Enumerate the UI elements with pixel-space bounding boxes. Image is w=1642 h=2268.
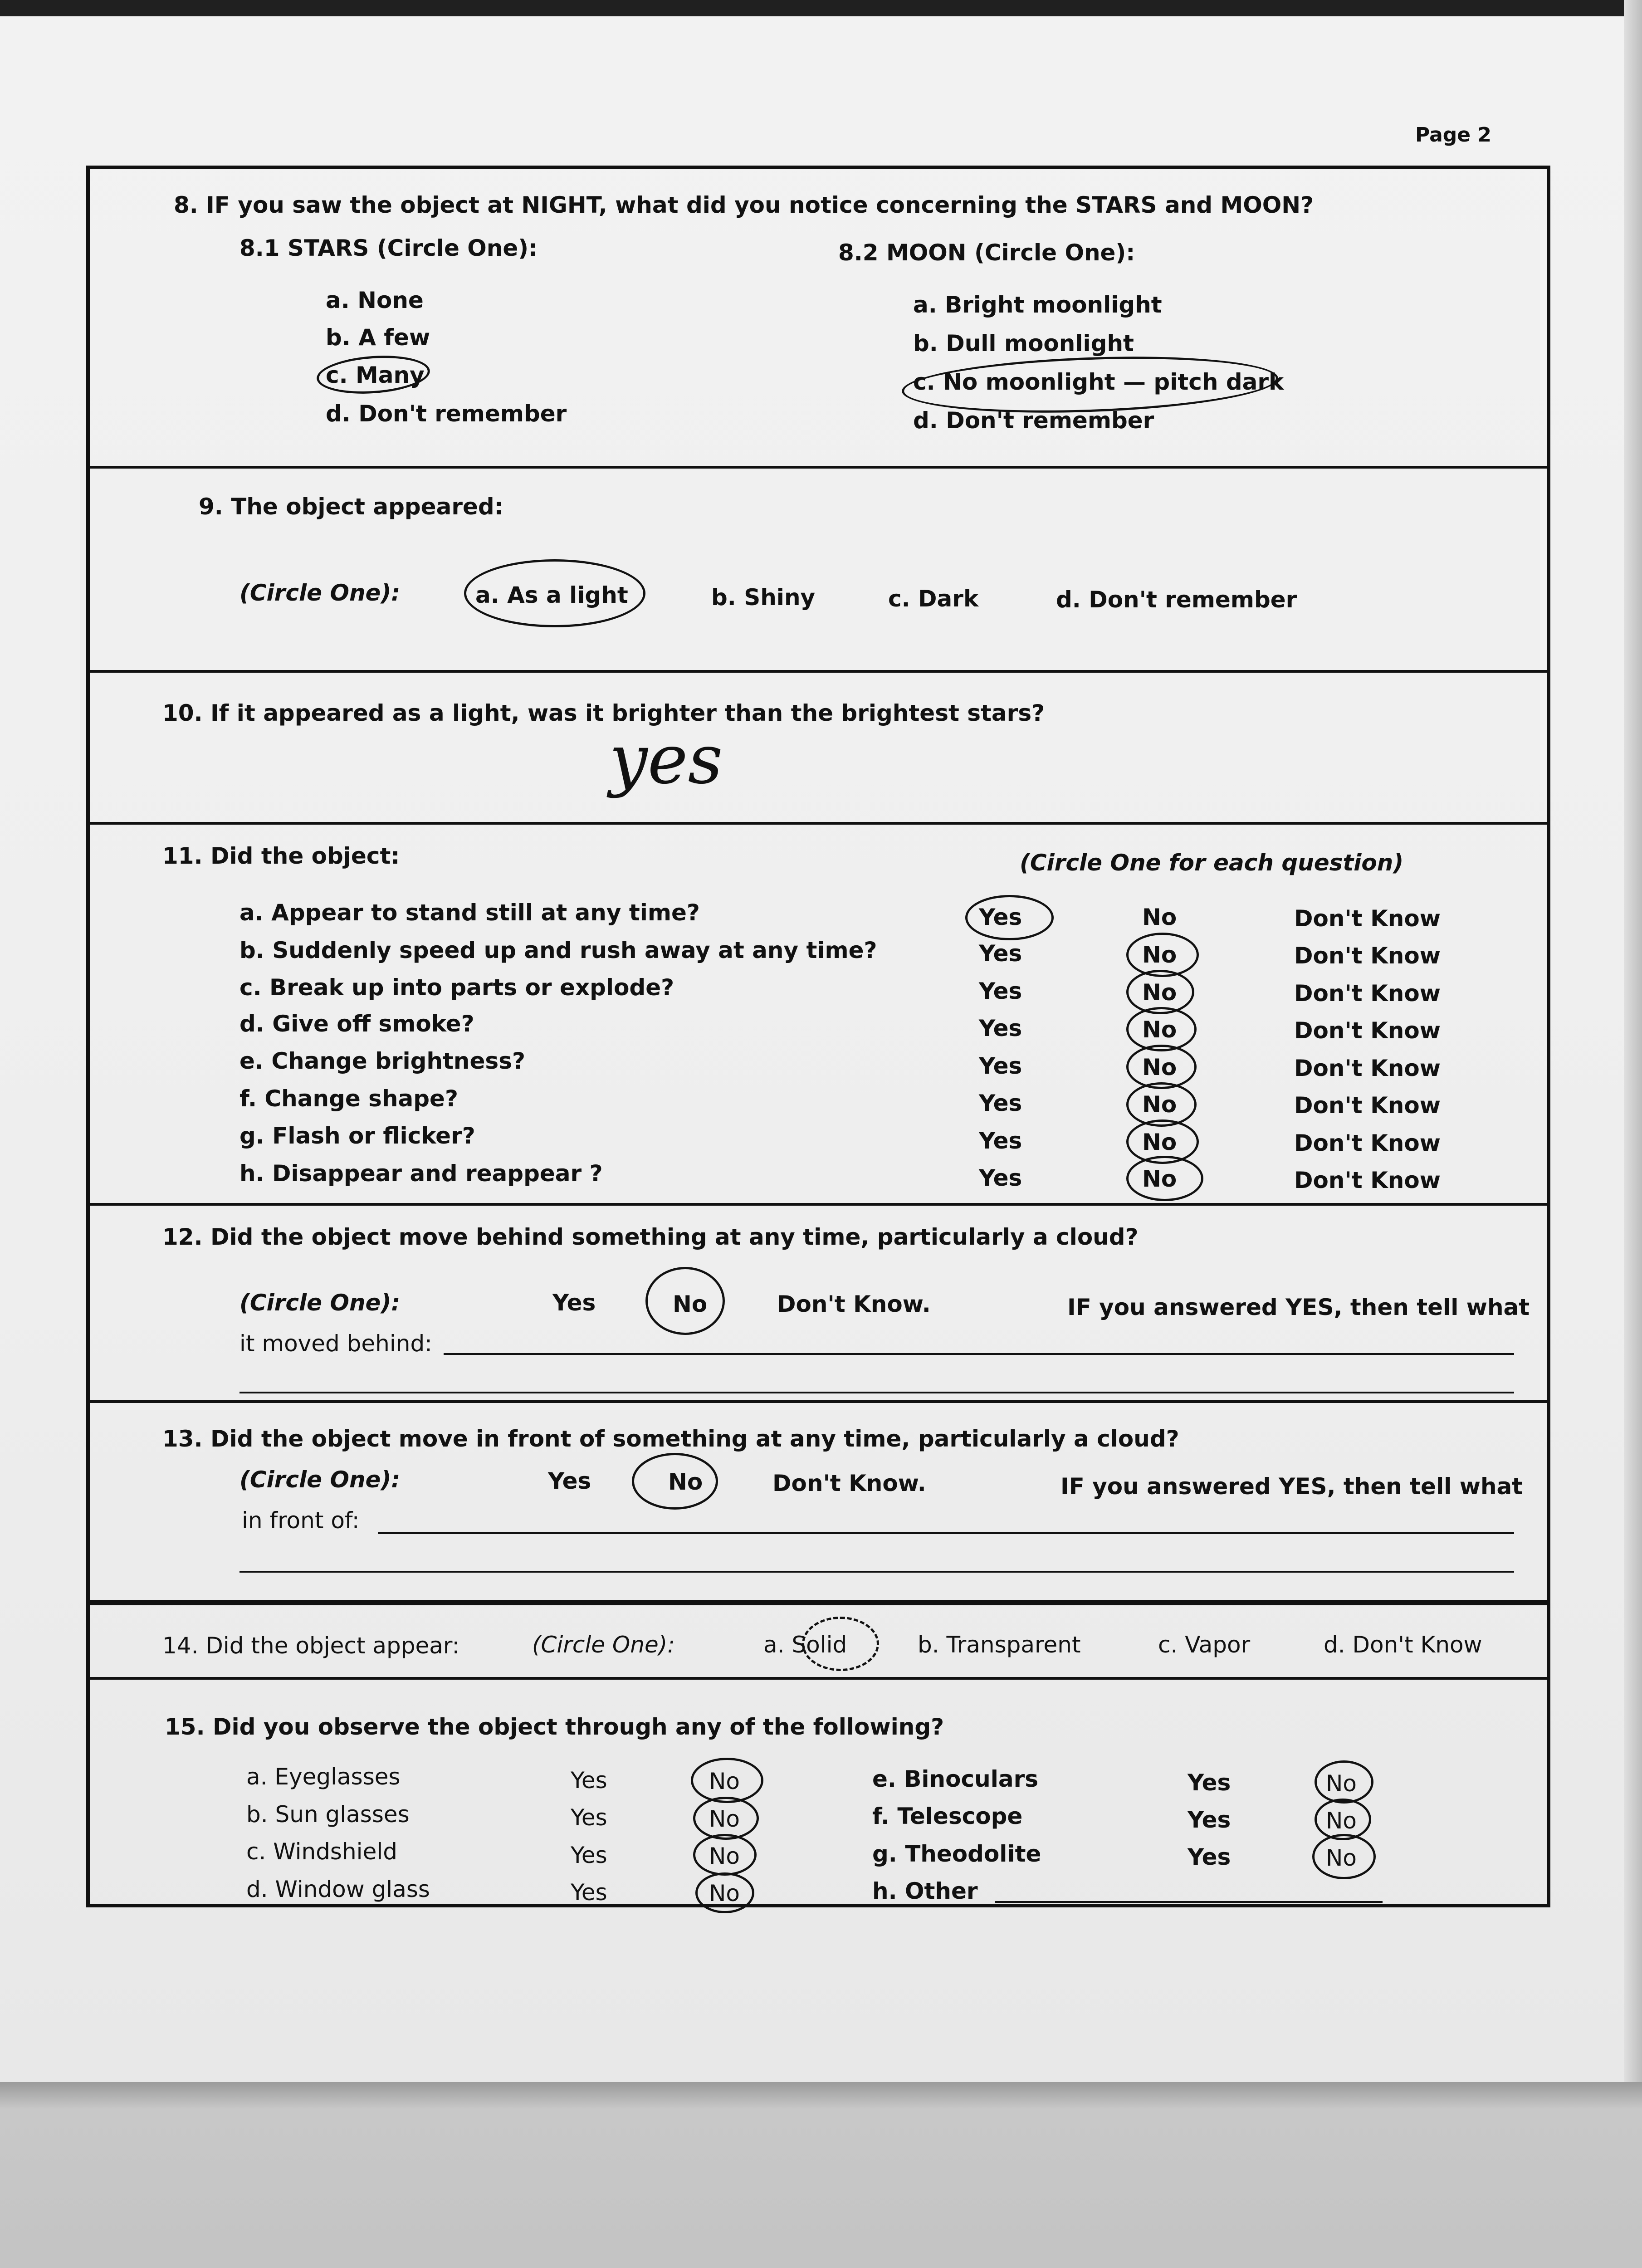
q15-other-label: h. Other <box>872 1878 978 1904</box>
q13-answer-line[interactable] <box>239 1571 1514 1573</box>
substance-option[interactable]: d. Don't Know <box>1324 1632 1482 1658</box>
appearance-answer-circle <box>464 559 645 627</box>
question-13-section <box>90 1403 1547 1603</box>
question-14-text: 14. Did the object appear: <box>162 1633 460 1659</box>
question-11-instruction: (Circle One for each question) <box>1020 850 1404 876</box>
moon-option-selected[interactable]: c. No moonlight — pitch dark <box>913 369 1284 395</box>
question-9-text: 9. The object appeared: <box>199 494 503 520</box>
q15-yes[interactable]: Yes <box>1188 1769 1231 1796</box>
q15-no-selected[interactable]: No <box>1326 1845 1357 1871</box>
q15-yes[interactable]: Yes <box>1188 1844 1231 1870</box>
q11-row-label: d. Give off smoke? <box>239 1011 474 1037</box>
q11-yes[interactable]: Yes <box>979 1090 1022 1116</box>
question-12-text: 12. Did the object move behind something at any time, particularly a cloud? <box>162 1224 1139 1250</box>
q15-answer-circle <box>693 1797 759 1840</box>
q11-answer-circle <box>965 895 1054 940</box>
q15-other-line[interactable] <box>995 1901 1383 1903</box>
q12-yes[interactable]: Yes <box>552 1290 596 1316</box>
q15-item-label: d. Window glass <box>246 1876 430 1902</box>
substance-option-selected[interactable]: a. Solid <box>763 1632 847 1658</box>
q11-dont-know[interactable]: Don't Know <box>1294 1055 1441 1081</box>
q15-item-label: a. Eyeglasses <box>246 1764 401 1790</box>
q12-no-selected[interactable]: No <box>673 1291 708 1317</box>
q15-no-selected[interactable]: No <box>709 1768 740 1794</box>
q13-no-selected[interactable]: No <box>668 1469 703 1495</box>
q11-yes[interactable]: Yes <box>979 978 1022 1004</box>
appearance-option[interactable]: b. Shiny <box>711 584 816 611</box>
q11-no-selected[interactable]: No <box>1142 1091 1177 1118</box>
q11-no-selected[interactable]: No <box>1142 1129 1177 1155</box>
q11-dont-know[interactable]: Don't Know <box>1294 905 1441 932</box>
q11-no-selected[interactable]: No <box>1142 979 1177 1006</box>
q11-yes[interactable]: Yes <box>979 1053 1022 1079</box>
q15-yes[interactable]: Yes <box>571 1879 607 1906</box>
q11-row-label: c. Break up into parts or explode? <box>239 974 674 1001</box>
q11-dont-know[interactable]: Don't Know <box>1294 1167 1441 1193</box>
q15-item-label: f. Telescope <box>872 1803 1023 1829</box>
stars-heading: 8.1 STARS (Circle One): <box>239 235 538 261</box>
q13-followup: IF you answered YES, then tell what <box>1060 1473 1523 1500</box>
question-8-text: 8. IF you saw the object at NIGHT, what did you notice concerning the STARS and MOON? <box>174 192 1314 218</box>
q11-no[interactable]: No <box>1142 904 1177 930</box>
q15-no-selected[interactable]: No <box>709 1880 740 1906</box>
stars-option-selected[interactable]: c. Many <box>326 362 425 388</box>
moon-option[interactable]: a. Bright moonlight <box>913 292 1162 318</box>
q12-answer-circle <box>645 1267 725 1335</box>
q11-yes[interactable]: Yes <box>979 1128 1022 1154</box>
substance-answer-circle <box>802 1617 879 1671</box>
q11-dont-know[interactable]: Don't Know <box>1294 1130 1441 1156</box>
q11-no-selected[interactable]: No <box>1142 1166 1177 1192</box>
question-15-text: 15. Did you observe the object through any of the following? <box>165 1714 944 1740</box>
circle-one-label: (Circle One): <box>532 1632 675 1658</box>
circle-one-label: (Circle One): <box>239 1466 401 1493</box>
q12-dont-know[interactable]: Don't Know. <box>777 1291 931 1317</box>
q11-dont-know[interactable]: Don't Know <box>1294 943 1441 969</box>
q11-row-label: e. Change brightness? <box>239 1048 525 1074</box>
question-9-section <box>90 469 1547 673</box>
q11-answer-circle <box>1126 1156 1203 1201</box>
q11-row-label: f. Change shape? <box>239 1085 458 1112</box>
q11-row-label: b. Suddenly speed up and rush away at any time? <box>239 937 877 963</box>
q11-row-label: g. Flash or flicker? <box>239 1123 475 1149</box>
q11-row-label: h. Disappear and reappear ? <box>239 1160 603 1187</box>
q15-answer-circle <box>1312 1834 1376 1879</box>
q15-answer-circle <box>695 1872 754 1913</box>
q11-dont-know[interactable]: Don't Know <box>1294 1092 1441 1119</box>
q12-answer-line[interactable] <box>239 1392 1514 1393</box>
question-11-text: 11. Did the object: <box>162 843 400 869</box>
q15-item-label: e. Binoculars <box>872 1766 1039 1792</box>
appearance-option-selected[interactable]: a. As a light <box>475 582 628 608</box>
q11-no-selected[interactable]: No <box>1142 942 1177 968</box>
moon-option[interactable]: b. Dull moonlight <box>913 330 1134 357</box>
q15-item-label: b. Sun glasses <box>246 1801 410 1828</box>
appearance-option[interactable]: d. Don't remember <box>1056 587 1297 613</box>
questionnaire-form <box>86 166 1550 1907</box>
q11-no-selected[interactable]: No <box>1142 1017 1177 1043</box>
q15-yes[interactable]: Yes <box>571 1842 607 1868</box>
q13-yes[interactable]: Yes <box>548 1468 591 1494</box>
moon-heading: 8.2 MOON (Circle One): <box>838 240 1135 266</box>
q11-dont-know[interactable]: Don't Know <box>1294 980 1441 1007</box>
page-number: Page 2 <box>1415 123 1492 147</box>
stars-option[interactable]: b. A few <box>326 324 430 351</box>
q15-no-selected[interactable]: No <box>709 1806 740 1832</box>
circle-one-label: (Circle One): <box>239 580 401 606</box>
substance-option[interactable]: c. Vapor <box>1158 1632 1251 1658</box>
q11-no-selected[interactable]: No <box>1142 1054 1177 1080</box>
q15-yes[interactable]: Yes <box>1188 1807 1231 1833</box>
q11-yes[interactable]: Yes <box>979 940 1022 967</box>
scan-background <box>0 2109 1642 2268</box>
q15-yes[interactable]: Yes <box>571 1804 607 1831</box>
q12-followup: IF you answered YES, then tell what <box>1067 1294 1530 1320</box>
scan-top-border <box>0 0 1642 16</box>
q11-row-label: a. Appear to stand still at any time? <box>239 899 700 926</box>
question-15-section <box>90 1680 1547 1911</box>
q15-no-selected[interactable]: No <box>1326 1770 1357 1797</box>
appearance-option[interactable]: c. Dark <box>888 586 979 612</box>
substance-option[interactable]: b. Transparent <box>918 1632 1081 1658</box>
moon-option[interactable]: d. Don't remember <box>913 407 1154 434</box>
question-11-section <box>90 825 1547 1206</box>
q11-yes[interactable]: Yes <box>979 1015 1022 1041</box>
q12-answer-line[interactable] <box>444 1353 1514 1355</box>
q11-yes[interactable]: Yes <box>979 1165 1022 1191</box>
q13-answer-circle <box>632 1453 718 1510</box>
question-10-text: 10. If it appeared as a light, was it brighter than the brightest stars? <box>162 700 1045 726</box>
q11-dont-know[interactable]: Don't Know <box>1294 1017 1441 1044</box>
q13-followup-label: in front of: <box>242 1507 360 1534</box>
question-14-section <box>90 1603 1547 1680</box>
handwritten-answer: yes <box>609 720 723 799</box>
q13-dont-know[interactable]: Don't Know. <box>772 1470 926 1496</box>
question-10-section <box>90 673 1547 825</box>
q15-answer-circle <box>1315 1760 1373 1804</box>
question-8-section <box>90 169 1547 469</box>
q15-yes[interactable]: Yes <box>571 1767 607 1794</box>
stars-option[interactable]: a. None <box>326 287 424 313</box>
question-13-text: 13. Did the object move in front of something at any time, particularly a cloud? <box>162 1426 1179 1452</box>
stars-option[interactable]: d. Don't remember <box>326 401 567 427</box>
stars-answer-circle <box>315 352 431 397</box>
scan-page-edge <box>0 2082 1642 2109</box>
q15-item-label: g. Theodolite <box>872 1841 1041 1867</box>
q15-answer-circle <box>693 1834 757 1876</box>
q15-item-label: c. Windshield <box>246 1838 397 1865</box>
q15-answer-circle <box>691 1758 763 1803</box>
q12-followup-label: it moved behind: <box>239 1330 433 1357</box>
q13-answer-line[interactable] <box>378 1532 1514 1534</box>
scan-right-edge <box>1624 0 1642 2087</box>
q15-no-selected[interactable]: No <box>709 1843 740 1869</box>
q15-no-selected[interactable]: No <box>1326 1808 1357 1834</box>
q11-yes-selected[interactable]: Yes <box>979 904 1022 930</box>
question-12-section <box>90 1206 1547 1403</box>
circle-one-label: (Circle One): <box>239 1290 401 1316</box>
